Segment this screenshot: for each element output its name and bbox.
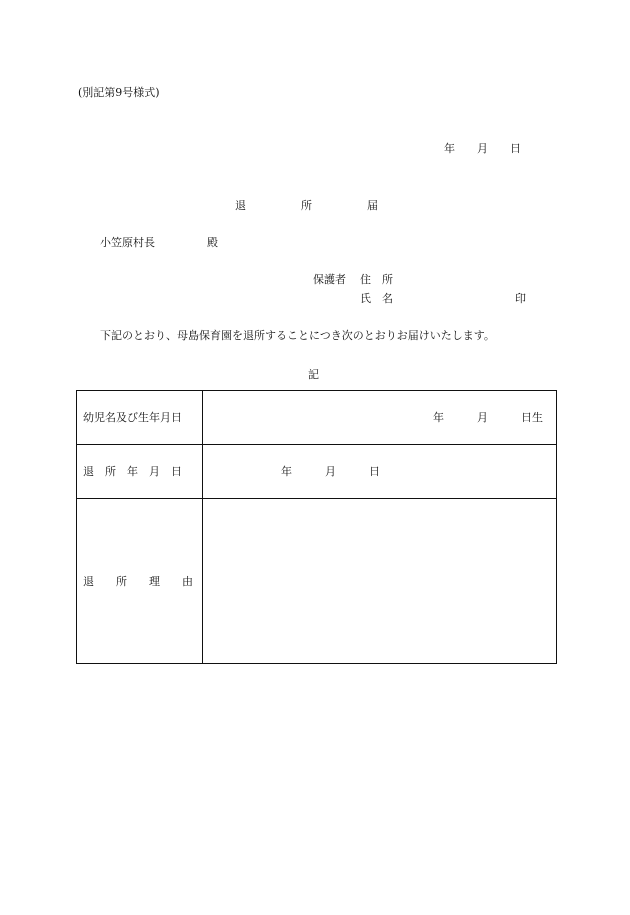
addressee: 小笠原村長 xyxy=(100,236,155,249)
address-field[interactable] xyxy=(400,271,540,287)
birthdate-value: 年 月 日生 xyxy=(433,411,543,424)
row-label-birthdate: 幼児名及び生年月日 xyxy=(83,411,182,424)
table-row-withdrawal-date xyxy=(77,445,556,499)
name-field[interactable] xyxy=(400,290,510,306)
withdrawal-date-value: 年 月 日 xyxy=(281,465,380,478)
honorific: 殿 xyxy=(207,236,218,249)
body-text: 下記のとおり、母島保育園を退所することにつき次のとおりお届けいたします。 xyxy=(100,329,495,342)
withdrawal-date-field[interactable] xyxy=(205,449,550,495)
seal-mark: 印 xyxy=(515,292,526,305)
address-label: 住 所 xyxy=(360,273,393,286)
submission-date: 年 月 日 xyxy=(444,142,521,155)
birthdate-field[interactable] xyxy=(205,395,550,441)
column-divider xyxy=(202,445,203,498)
row-label-withdrawal-date: 退 所 年 月 日 xyxy=(83,465,182,478)
table-row-birthdate xyxy=(77,391,556,445)
form-title: 退 所 届 xyxy=(235,199,378,212)
column-divider xyxy=(202,391,203,444)
row-label-reason: 退 所 理 由 xyxy=(83,575,193,588)
reason-field[interactable] xyxy=(205,503,550,657)
ki-label: 記 xyxy=(308,368,319,381)
guardian-label: 保護者 xyxy=(313,273,346,286)
column-divider xyxy=(202,499,203,663)
name-label: 氏 名 xyxy=(360,292,393,305)
form-number: (別記第9号様式) xyxy=(78,86,160,99)
table-row-reason xyxy=(77,499,556,663)
details-table xyxy=(76,390,557,664)
